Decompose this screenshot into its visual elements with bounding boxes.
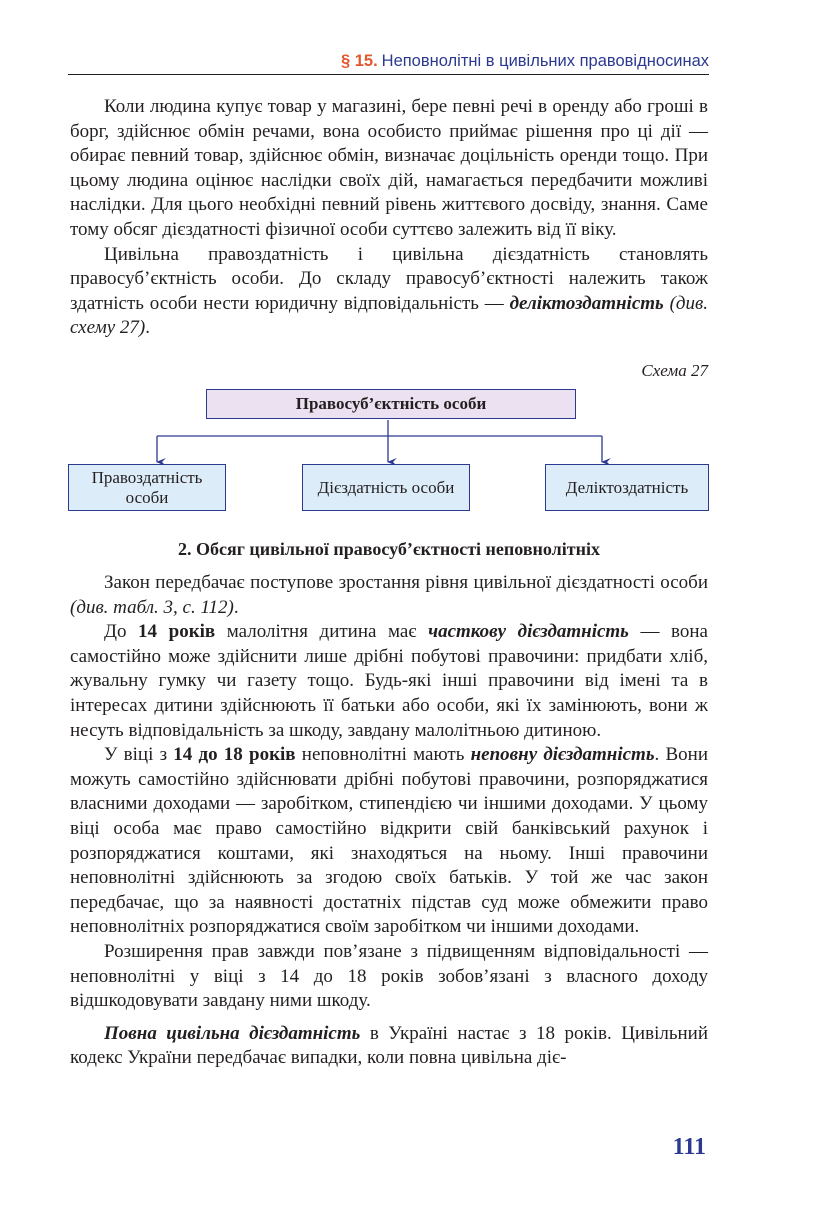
paragraph-3: Закон передбачає поступове зростання рівня цивільної дієздатності особи (див. табл. 3, с. 112). (70, 572, 708, 618)
scheme-reference: (див. схему 27) (70, 292, 708, 339)
paragraph-5: У віці з 14 до 18 років неповнолітні мають неповну дієздатність. Вони можуть самостійно здійснювати дрібні побутові правочини, розпоряджатися власними доходами — заробітком, стипендією чи іншими доходами. У цьому віці особа має право самостійно відкрити свій банківський рахунок і розпоряджатися коштами, які знаходяться на ньому. Інші правочини неповнолітні здійснюють за згодою своїх батьків. У той же час закон передбачає, що за наявності достатніх підстав суд може обмежити право неповнолітніх розпоряджатися своїм заробітком чи іншими доходами. (70, 744, 708, 938)
scheme-top-box: Правосуб’єктність особи (206, 389, 576, 419)
term-partial-capacity: часткову дієздатність (428, 621, 629, 643)
section-number: § 15. (340, 52, 378, 70)
paragraph-2: Цивільна правоздатність і цивільна дієздатність становлять правосуб’єктність особи. До складу правосуб’єктності належить також здатність особи нести юридичну відповідальність — деліктоздатність (див. схему 27). (70, 243, 708, 339)
paragraph-7: Повна цивільна дієздатність в Україні настає з 18 років. Цивільний кодекс України передбачає випадки, коли повна цивільна діє- (70, 1022, 708, 1069)
paragraph-1: Коли людина купує товар у магазині, бере певні речі в оренду або гроші в борг, здійснює обмін речами, вона особисто приймає рішення про ці дії — обирає певний товар, здійснює обмін, визначає доцільність оренди тощо. При цьому людина оцінює наслідки своїх дій, намагається передбачити можливі наслідки. Для цього необхідні певний рівень життєвого досвіду, знання. Саме тому обсяг дієздатності фізичної особи суттєво залежить від її віку. (70, 96, 708, 240)
table-reference: (див. табл. 3, с. 112) (70, 596, 234, 618)
main-text-top (70, 95, 708, 341)
term-incomplete-capacity: неповну дієздатність (470, 744, 655, 766)
section-title: Неповнолітні в цивільних правовідносинах (381, 52, 709, 70)
scheme-box-deliktozdatnist: Деліктоздатність (545, 464, 709, 511)
scheme-box-pravozdatnist: Правоздатність особи (68, 464, 226, 511)
term-deliktozdatnist: деліктоздатність (509, 292, 664, 314)
paragraph-4: До 14 років малолітня дитина має часткову дієздатність — вона самостійно може здійснити лише дрібні побутові правочини: придбати хліб, жувальну гумку чи газету тощо. Будь-які інші правочини від імені та в інтересах дитини здійснюють її батьки або особи, які їх замінюють, вони ж несуть відповідальність за шкоду, завдану малолітньою дитиною. (70, 621, 708, 741)
page-number: 111 (672, 1134, 706, 1160)
main-text-bottom (70, 571, 708, 1071)
age-14: 14 років (138, 621, 216, 643)
scheme-box-diezdatnist: Дієздатність особи (302, 464, 470, 511)
running-header (68, 52, 709, 75)
age-14-18: 14 до 18 років (173, 744, 296, 766)
term-full-capacity: Повна цивільна дієздатність (104, 1022, 361, 1044)
scheme-label: Схема 27 (641, 361, 708, 380)
paragraph-6: Розширення прав завжди пов’язане з підвищенням відповідальності — неповнолітні у віці з 14 до 18 років зобов’язані з власного доходу відшкодовувати завдану ними шкоду. (70, 940, 708, 1012)
section-2-title: 2. Обсяг цивільної правосуб’єктності неповнолітніх (178, 539, 600, 559)
